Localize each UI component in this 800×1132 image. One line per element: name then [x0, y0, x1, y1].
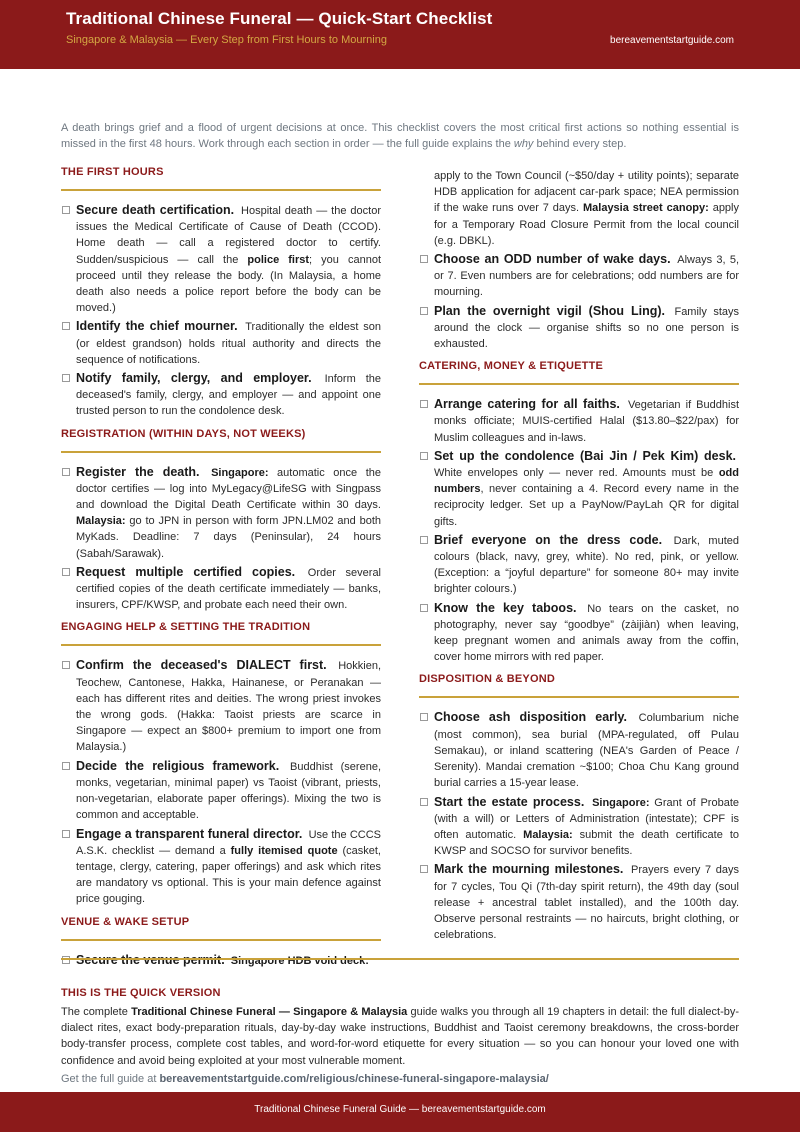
right-column [419, 168, 739, 951]
item-keyword: Singapore: [592, 796, 650, 809]
checkbox[interactable] [62, 568, 70, 576]
checklist-item [61, 657, 381, 755]
promo-title: THIS IS THE QUICK VERSION [61, 987, 221, 999]
promo-link-prefix: Get the full guide at [61, 1073, 160, 1085]
checklist-item [419, 709, 739, 791]
item-heading: Secure death certification. [76, 203, 235, 217]
promo-link-line [61, 1073, 739, 1085]
item-keyword: Malaysia: [76, 515, 126, 528]
item-heading: Choose an ODD number of wake days. [434, 252, 671, 267]
item-heading: Confirm the deceased's DIALECT first. [76, 658, 327, 673]
intro-emphasis: why [513, 138, 534, 150]
item-heading: Notify family, clergy, and employer. [76, 371, 312, 386]
checklist-item [61, 370, 381, 420]
checkbox[interactable] [62, 661, 70, 669]
checkbox[interactable] [62, 468, 70, 476]
item-text: apply to the Town Council (~$50/day + utility points); separate HDB application for adjacent car-park space; NEA permission if the wake runs over 7 days. [434, 170, 739, 215]
checkbox[interactable] [420, 307, 428, 315]
checklist-item-continued [419, 168, 739, 249]
item-heading: Register the death. [76, 464, 200, 479]
checklist-item [419, 532, 739, 598]
page-footer: Traditional Chinese Funeral Guide — bereavementstartguide.com [0, 1092, 800, 1132]
section-help [61, 621, 381, 907]
section-title: VENUE & WAKE SETUP [61, 916, 381, 941]
checkbox[interactable] [62, 322, 70, 330]
item-heading: Brief everyone on the dress code. [434, 532, 663, 547]
item-heading: Choose ash disposition early. [434, 710, 627, 725]
checklist-item [61, 952, 381, 969]
item-text: Columbarium niche (most common), sea burial (MPA-regulated, off Pulau Semakau), or inland scattering (NEA's Garden of Peace / Serenity). Mandai cremation ~$100; Choa Chu Kang ground burial carries a 15-year lease. [434, 712, 739, 790]
item-text: ; you cannot proceed until they release the body. (In Malaysia, a home death also needs a police report before the body can be moved.) [76, 253, 381, 315]
item-text: (casket, tentage, clergy, catering, paper offerings) and ask which rites are mandatory vs optional. This is your main defence against price gouging. [76, 844, 381, 906]
item-text: Traditionally the eldest son (or eldest grandson) holds ritual authority and directs the sequence of notifications. [76, 321, 381, 366]
item-keyword: police first [247, 253, 310, 266]
intro-text: A death brings grief and a flood of urgent decisions at once. This checklist covers the most critical first actions so nothing essential is missed in the first 48 hours. Work through each section in order — the full guide explains the [61, 122, 739, 150]
checklist-item [61, 826, 381, 908]
item-text: go to JPN in person with form JPN.LM02 and both MyKads. Deadline: 7 days (Peninsular), 24 hours (Sabah/Sarawak). [76, 515, 381, 560]
section-venue-continued [419, 168, 739, 352]
item-heading: Start the estate process. [434, 794, 585, 809]
checkbox[interactable] [62, 374, 70, 382]
section-title: THE FIRST HOURS [61, 166, 381, 191]
promo-text: The complete [61, 1006, 132, 1018]
section-venue [61, 916, 381, 969]
item-heading: Request multiple certified copies. [76, 564, 296, 579]
item-keyword: Singapore: [211, 466, 269, 479]
item-heading: Mark the mourning milestones. [434, 862, 624, 877]
checkbox[interactable] [62, 206, 70, 214]
section-title: CATERING, MONEY & ETIQUETTE [419, 360, 739, 385]
section-registration [61, 428, 381, 614]
section-catering [419, 360, 739, 665]
item-heading: Plan the overnight vigil (Shou Ling). [434, 303, 665, 318]
item-text: Prayers every 7 days for 7 cycles, Tou Qi (7th-day spirit return), the 49th day (soul release + ancestral tablet installed), and the 100th day. Observe personal restraints — no haircuts, bright clothing, or celebrations. [434, 864, 739, 942]
item-text: Order several certified copies of the death certificate immediately — banks, insurers, CPF/KWSP, and probate each need their own. [76, 566, 382, 612]
item-keyword: Malaysia street canopy: [582, 202, 709, 215]
checkbox[interactable] [420, 400, 428, 408]
item-keyword: fully itemised quote [230, 844, 338, 857]
item-heading: Secure the venue permit. [76, 952, 225, 967]
checklist-item [61, 464, 381, 562]
page-subtitle: Singapore & Malaysia — Every Step from First Hours to Mourning [66, 34, 387, 46]
left-column [61, 166, 381, 977]
section-title: ENGAGING HELP & SETTING THE TRADITION [61, 621, 381, 646]
item-text: Use the CCCS A.S.K. checklist — demand a [76, 828, 382, 857]
checkbox[interactable] [62, 762, 70, 770]
guide-link[interactable]: bereavementstartguide.com/religious/chinese-funeral-singapore-malaysia/ [159, 1073, 549, 1085]
checklist-item [419, 794, 739, 860]
item-text: Grant of Probate (with a will) or Letters of Administration (intestate); CPF is often automatic. [434, 796, 739, 841]
section-title: REGISTRATION (WITHIN DAYS, NOT WEEKS) [61, 428, 381, 453]
header-site-link[interactable]: bereavementstartguide.com [610, 35, 734, 46]
checkbox[interactable] [420, 865, 428, 873]
item-heading: Engage a transparent funeral director. [76, 826, 303, 841]
checklist-item [419, 448, 739, 530]
item-text: Hokkien, Teochew, Cantonese, Hakka, Hainanese, or Peranakan — each has different rites and deities. The wrong priest invokes the wrong gods. (Hakka: Taoist priests are scarce in Singapore — expect an $800+ premium to import one from Malaysia.) [76, 660, 381, 754]
checkbox[interactable] [62, 830, 70, 838]
checklist-item [419, 600, 739, 666]
section-disposition [419, 673, 739, 943]
item-text: Always 3, 5, or 7. Even numbers are for celebrations; odd numbers are for mourning. [434, 254, 740, 299]
item-text: automatic once the doctor certifies — log into MyLegacy@LifeSG with Singpass and download the Digital Death Certificate within 30 days. [76, 466, 381, 512]
item-text: , never containing a 4. Record every name in the reciprocity ledger. Set up a PayNow/PayLah QR for digital gifts. [434, 483, 739, 528]
intro-paragraph [61, 120, 739, 152]
item-keyword: Malaysia: [523, 828, 573, 841]
promo-guide-name: Traditional Chinese Funeral — Singapore & Malaysia [131, 1006, 408, 1018]
item-text: Vegetarian if Buddhist monks officiate; MUIS-certified Halal ($13.80–$22/pax) for Muslim colleagues and in-laws. [434, 399, 739, 444]
section-title: DISPOSITION & BEYOND [419, 673, 739, 698]
item-heading: Arrange catering for all faiths. [434, 397, 620, 412]
item-text: White envelopes only — never red. Amounts must be [434, 467, 719, 480]
item-text: apply for a Temporary Road Closure Permit from the local council (e.g. DBKL). [434, 202, 739, 247]
checklist-item [419, 861, 739, 943]
checklist-item [419, 251, 739, 301]
page-header [0, 0, 800, 69]
checklist-item [419, 396, 739, 446]
checkbox[interactable] [420, 713, 428, 721]
checklist-item [61, 202, 381, 316]
section-first-hours [61, 166, 381, 420]
page-title: Traditional Chinese Funeral — Quick-Start Checklist [66, 9, 493, 28]
checklist-item [61, 564, 381, 614]
checklist-item [61, 758, 381, 824]
item-heading: Set up the condolence (Bai Jin / Pek Kim) desk. [434, 448, 736, 463]
item-keyword: odd numbers [434, 467, 739, 496]
item-text: Inform the deceased's family, clergy, and employer — and appoint one trusted person to run the condolence desk. [76, 373, 381, 418]
item-text: Family stays around the clock — organise shifts so no one person is exhausted. [434, 305, 740, 351]
promo-body [61, 1004, 739, 1069]
item-text: submit the death certificate to KWSP and SOCSO for survivor benefits. [434, 828, 739, 858]
item-text: No tears on the casket, no photography, never say “goodbye” (zàijiàn) when leaving, keep pregnant women and animals away from the coffin, cover home mirrors with red paper. [434, 602, 739, 664]
item-keyword: Singapore HDB void deck: [230, 954, 369, 967]
item-text: Hospital death — the doctor issues the Medical Certificate of Cause of Death (CCOD). Home death — call a registered doctor to certify. Sudden/suspicious — call the [76, 205, 381, 266]
checklist-item [61, 318, 381, 368]
item-heading: Decide the religious framework. [76, 758, 280, 773]
checkbox[interactable] [420, 604, 428, 612]
item-text: Buddhist (serene, monks, vegetarian, minimal paper) vs Taoist (vibrant, priests, non-vegetarian, elaborate paper offerings). Mixing the two is common and acceptable. [76, 760, 382, 822]
promo-text: guide walks you through all 19 chapters in detail: the full dialect-by-dialect rites, exact body-preparation rituals, day-by-day wake instructions, Buddhist and Taoist ceremony breakdowns, the cross-border body-transfer process, complete cost tables, and word-for-word etiquette for every situation — so you can honour your loved one with confidence and avoid being exploited at your most vulnerable moment. [61, 1006, 740, 1067]
item-text: Dark, muted colours (black, navy, grey, white). No red, pink, or yellow. (Exception: a “joyful departure” for someone 80+ may invite brighter colours.) [434, 534, 739, 596]
item-heading: Identify the chief mourner. [76, 319, 238, 334]
checkbox[interactable] [420, 536, 428, 544]
checkbox[interactable] [420, 255, 428, 263]
divider [61, 958, 739, 960]
intro-text-end: behind every step. [533, 138, 627, 150]
checklist-item [419, 303, 739, 353]
item-heading: Know the key taboos. [434, 600, 577, 615]
checkbox[interactable] [420, 798, 428, 806]
checkbox[interactable] [420, 452, 428, 460]
